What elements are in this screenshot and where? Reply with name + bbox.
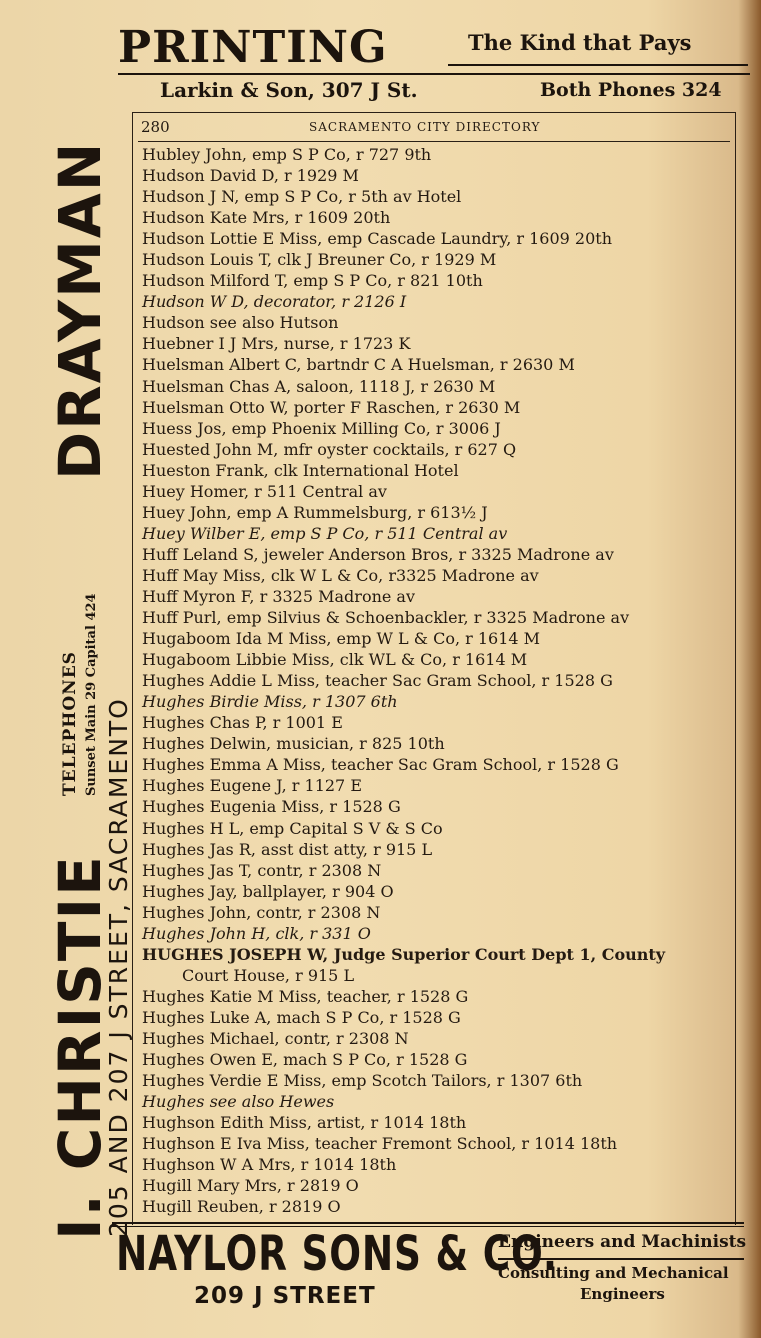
directory-entry: Huelsman Chas A, saloon, 1118 J, r 2630 M (142, 376, 496, 396)
naylor-line-2: Consulting and Mechanical (498, 1264, 729, 1282)
directory-entry: Hughes Owen E, mach S P Co, r 1528 G (142, 1050, 468, 1070)
directory-entry: Hughes Addie L Miss, teacher Sac Gram School, r 1528 G (142, 671, 613, 691)
directory-entry: Huested John M, mfr oyster cocktails, r 627 Q (142, 439, 517, 459)
printing-headline: PRINTING (118, 22, 388, 73)
directory-entry: HUGHES JOSEPH W, Judge Superior Court Dept 1, County (142, 944, 666, 964)
directory-entry: Hughson Edith Miss, artist, r 1014 18th (142, 1113, 467, 1133)
printing-advertisement (118, 22, 750, 108)
drayman-phone-numbers: Sunset Main 29 Capital 424 (84, 593, 99, 796)
directory-entry: Huess Jos, emp Phoenix Milling Co, r 3006 J (142, 418, 501, 438)
directory-entry: Hughes Emma A Miss, teacher Sac Gram School, r 1528 G (142, 755, 619, 775)
directory-entry: Hugill Mary Mrs, r 2819 O (142, 1176, 359, 1196)
directory-entry: Huff Leland S, jeweler Anderson Bros, r 3325 Madrone av (142, 544, 614, 564)
drayman-advertisement (40, 110, 140, 1240)
directory-entry: Hugill Reuben, r 2819 O (142, 1197, 341, 1217)
directory-entry: Hudson Milford T, emp S P Co, r 821 10th (142, 271, 483, 291)
page-header (141, 118, 726, 140)
directory-entry: Huey John, emp A Rummelsburg, r 613½ J (142, 502, 488, 522)
directory-entry: Hubley John, emp S P Co, r 727 9th (142, 145, 432, 164)
directory-title: SACRAMENTO CITY DIRECTORY (309, 120, 541, 134)
directory-entry: Huff Myron F, r 3325 Madrone av (142, 586, 416, 606)
directory-entry: Hughes Jas R, asst dist atty, r 915 L (142, 839, 433, 859)
directory-entry: Hudson see also Hutson (142, 313, 339, 333)
naylor-line-3: Engineers (580, 1285, 665, 1303)
directory-entry: Hughes H L, emp Capital S V & S Co (142, 818, 443, 838)
naylor-line-1: Engineers and Machinists (498, 1232, 747, 1252)
directory-entry: Hudson Lottie E Miss, emp Cascade Laundry, r 1609 20th (142, 229, 613, 249)
directory-entry: Hughes Michael, contr, r 2308 N (142, 1028, 409, 1048)
directory-entry: Huebner I J Mrs, nurse, r 1723 K (142, 334, 411, 354)
page-number: 280 (141, 118, 170, 136)
directory-entry: Hughes John, contr, r 2308 N (142, 902, 381, 922)
directory-entry: Hughes Birdie Miss, r 1307 6th (142, 692, 398, 712)
directory-entry: Hughes Verdie E Miss, emp Scotch Tailors, r 1307 6th (142, 1071, 583, 1091)
directory-entry: Hughes Jas T, contr, r 2308 N (142, 860, 382, 880)
directory-entry: Hudson Louis T, clk J Breuner Co, r 1929 M (142, 250, 497, 270)
directory-entries (142, 144, 734, 1217)
drayman-address: 205 AND 207 J STREET, SACRAMENTO (104, 697, 133, 1237)
directory-entry: Hughes Eugene J, r 1127 E (142, 776, 362, 796)
directory-entry: Hughes Katie M Miss, teacher, r 1528 G (142, 986, 469, 1006)
directory-entry: Hudson W D, decorator, r 2126 I (142, 292, 407, 312)
directory-entry: Hughes Luke A, mach S P Co, r 1528 G (142, 1007, 461, 1027)
directory-entry: Hughes Chas P, r 1001 E (142, 713, 343, 733)
directory-entry: Hudson Kate Mrs, r 1609 20th (142, 208, 391, 228)
naylor-name: NAYLOR SONS & CO. (116, 1226, 558, 1282)
drayman-name: I. CHRISTIE (46, 854, 114, 1240)
drayman-trade: DRAYMAN (46, 140, 114, 480)
directory-entry: Hudson David D, r 1929 M (142, 166, 359, 186)
directory-entry: Hueston Frank, clk International Hotel (142, 460, 459, 480)
directory-entry: Huelsman Otto W, porter F Raschen, r 2630 M (142, 397, 521, 417)
directory-entry: Hughes Jay, ballplayer, r 904 O (142, 881, 394, 901)
directory-entry: Hughes Eugenia Miss, r 1528 G (142, 797, 401, 817)
naylor-address: 209 J STREET (194, 1283, 376, 1309)
directory-entry: Huey Homer, r 511 Central av (142, 481, 387, 501)
directory-entry: Hudson J N, emp S P Co, r 5th av Hotel (142, 187, 462, 207)
directory-entry: Huff Purl, emp Silvius & Schoenbackler, r 3325 Madrone av (142, 608, 630, 628)
printer-firm: Larkin & Son, 307 J St. (160, 78, 418, 102)
directory-entry: Huey Wilber E, emp S P Co, r 511 Central av (142, 523, 508, 543)
slogan-rule (448, 64, 748, 66)
directory-entry: Hughson E Iva Miss, teacher Fremont School, r 1014 18th (142, 1134, 618, 1154)
directory-entry: Huff May Miss, clk W L & Co, r3325 Madrone av (142, 565, 539, 585)
directory-entry: Hughes John H, clk, r 331 O (142, 923, 371, 943)
bottom-ad-rule (112, 1222, 744, 1224)
directory-entry: Court House, r 915 L (182, 965, 355, 985)
directory-entry: Hughes see also Hewes (142, 1092, 335, 1112)
directory-entry: Hughes Delwin, musician, r 825 10th (142, 734, 445, 754)
naylor-rule (498, 1258, 744, 1260)
drayman-telephones-label: TELEPHONES (60, 651, 80, 796)
directory-entry: Hughson W A Mrs, r 1014 18th (142, 1155, 397, 1175)
printing-slogan: The Kind that Pays (468, 30, 692, 55)
printer-phones: Both Phones 324 (540, 79, 722, 101)
directory-entry: Hugaboom Ida M Miss, emp W L & Co, r 1614 M (142, 629, 541, 649)
header-rule (138, 141, 730, 142)
top-ad-rule (118, 73, 750, 75)
directory-entry: Huelsman Albert C, bartndr C A Huelsman, r 2630 M (142, 355, 575, 375)
directory-entry: Hugaboom Libbie Miss, clk WL & Co, r 1614 M (142, 650, 528, 670)
